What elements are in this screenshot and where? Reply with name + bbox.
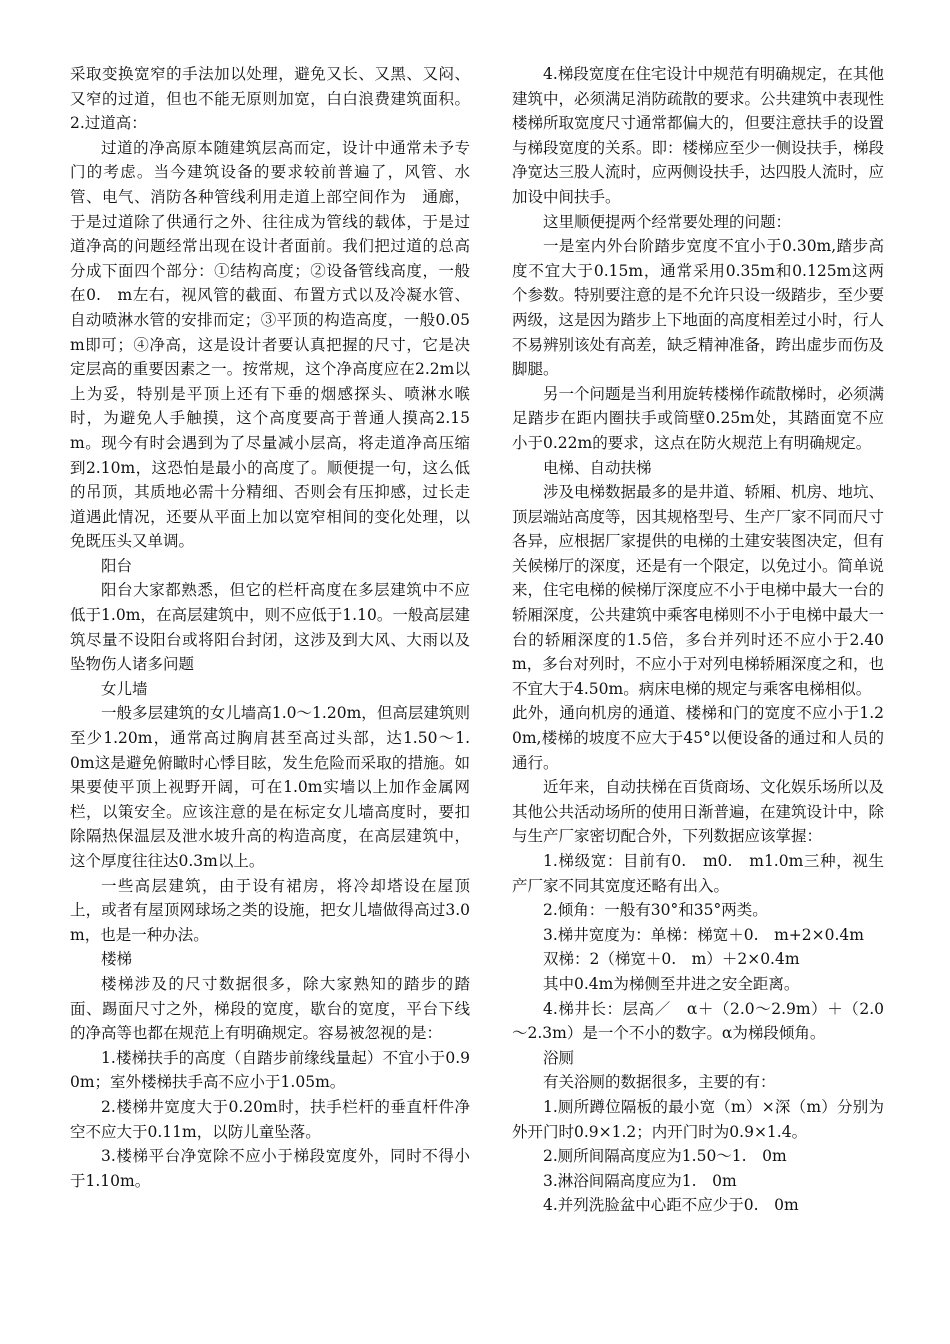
right-text-column — [512, 62, 884, 1218]
paragraph: 1.梯级宽：目前有0. m0. m1.0m三种，视生产厂家不同其宽度还略有出入。 — [512, 852, 884, 895]
paragraph: 这里顺便提两个经常要处理的问题： — [543, 212, 792, 231]
paragraph: 一般多层建筑的女儿墙高1.0～1.20m，但高层建筑则至少1.20m，通常高过胸肩甚至高过头部，达1.50～1. 0m这是避免俯瞰时心悸目眩，发生危险而采取的措施。如果要使平顶上视野开阔，可在1.0m实墙以上加作金属网栏，以策安全。应该注意的是在标定女儿墙高度时，要扣除隔热保温层及泄水坡升高的构造高度，在高层建筑中，这个厚度往往达0.3m以上。 — [70, 704, 486, 870]
section-heading: 电梯、自动扶梯 — [543, 458, 652, 477]
paragraph: 过道的净高原本随建筑层高而定，设计中通常未予专门的考虑。当今建筑设备的要求较前普遍了，风管、水管、电气、消防各种管线利用走道上部空间作为 通廊，于是过道除了供通行之外、往往成为管线的载体，于是过道净高的问题经常出现在设计者面前。我们把过道的总高分成下面四个部分：①结构高度；②设备管线高度，一般在0. m左右，视风管的截面、布置方式以及冷凝水管、自动喷淋水管的安排而定；③平顶的构造高度，一般0.05m即可；④净高，这是设计者要认真把握的尺寸，它是决定层高的重要因素之一。按常规，这个净高度应在2.2m以上为妥，特别是平顶上还有下垂的烟感探头、喷淋水喉时，为避免人手触摸，这个高度要高于普通人摸高2.15m。现今有时会遇到为了尽量减小层高，将走道净高压缩到2.10m，这恐怕是最小的高度了。顺便提一句，这么低的吊顶，其质地必需十分精细、否则会有压抑感，过长走道遇此情况，还要从平面上加以宽窄相间的变化处理，以免既压头又单调。 — [70, 138, 470, 551]
left-text-column — [70, 62, 486, 1193]
paragraph: 有关浴厕的数据很多，主要的有： — [543, 1073, 776, 1092]
section-heading: 楼梯 — [101, 950, 133, 969]
paragraph: 4.梯段宽度在住宅设计中规范有明确规定，在其他建筑中，必须满足消防疏散的要求。公共建筑中表现性楼梯所取宽度尺寸通常都偏大的，但要注意扶手的设置与梯段宽度的关系。即：楼梯应至少一侧设扶手，梯段净宽达三股人流时，应两侧设扶手，达四股人流时，应加设中间扶手。 — [512, 65, 885, 206]
paragraph: 双梯：2（梯宽＋0. m）＋2×0.4m — [543, 950, 800, 969]
section-heading: 女儿墙 — [101, 679, 148, 698]
paragraph: 1.楼梯扶手的高度（自踏步前缘线量起）不宜小于0.90m；室外楼梯扶手高不应小于1.05m。 — [70, 1048, 470, 1092]
paragraph: 采取变换宽窄的手法加以处理，避免又长、又黑、又闷、又窄的过道，但也不能无原则加宽，白白浪费建筑面积。2.过道高： — [70, 65, 470, 133]
paragraph: 一是室内外台阶踏步宽度不宜小于0.30m,踏步高度不宜大于0.15m，通常采用0.35m和0.125m这两个参数。特别要注意的是不允许只设一级踏步，至少要两级，这是因为踏步上下地面的高度相差过小时，行人不易辨别该处有高差，缺乏精神准备，跨出虚步而伤及脚腿。 — [512, 237, 885, 379]
paragraph: 2.倾角：一般有30°和35°两类。 — [543, 901, 768, 920]
paragraph: 一些高层建筑，由于设有裙房，将冷却塔设在屋顶上，或者有屋顶网球场之类的设施，把女儿墙做得高过3.0m，也是一种办法。 — [70, 876, 470, 944]
paragraph: 4.梯井长：层高／ α＋（2.0～2.9m）＋（2.0～2.3m）是一个不小的数字。α为梯段倾角。 — [512, 999, 884, 1043]
paragraph: 2.厕所间隔高度应为1.50～1. 0m — [543, 1147, 787, 1166]
paragraph: 阳台大家都熟悉，但它的栏杆高度在多层建筑中不应低于1.0m，在高层建筑中，则不应低于1.10。一般高层建筑尽量不设阳台或将阳台封闭，这涉及到大风、大雨以及坠物伤人诸多问题 — [70, 581, 470, 674]
paragraph: 3.楼梯平台净宽除不应小于梯段宽度外，同时不得小于1.10m。 — [70, 1147, 470, 1190]
paragraph: 1.厕所蹲位隔板的最小宽（m）×深（m）分别为外开门时0.9×1.2；内开门时为0.9×1.4。 — [512, 1097, 884, 1141]
paragraph: 2.楼梯井宽度大于0.20m时，扶手栏杆的垂直杆件净空不应大于0.11m，以防儿童坠落。 — [70, 1097, 470, 1141]
paragraph: 3.淋浴间隔高度应为1. 0m — [543, 1171, 737, 1190]
paragraph: 4.并列洗脸盆中心距不应少于0. 0m — [543, 1196, 799, 1215]
paragraph: 近年来，自动扶梯在百货商场、文化娱乐场所以及其他公共活动场所的使用日渐普遍，在建筑设计中，除与生产厂家密切配合外，下列数据应该掌握： — [512, 778, 885, 846]
paragraph: 涉及电梯数据最多的是井道、轿厢、机房、地坑、顶层端站高度等，因其规格型号、生产厂家不同而尺寸各异，应根据厂家提供的电梯的土建安装图决定，但有关候梯厅的深度，还是有一个限定，以免过小。简单说来，住宅电梯的候梯厅深度应不小于电梯中最大一台的轿厢深度，公共建筑中乘客电梯则不小于电梯中最大一台的轿厢深度的1.5倍，多台并列时还不应小于2.40m，多台对列时，不应小于对列电梯轿厢深度之和，也不宜大于4.50m。病床电梯的规定与乘客电梯相似。 — [512, 483, 885, 698]
paragraph: 楼梯涉及的尺寸数据很多，除大家熟知的踏步的踏面、踢面尺寸之外，梯段的宽度，歇台的宽度，平台下线的净高等也都在规范上有明确规定。容易被忽视的是： — [70, 974, 470, 1043]
section-heading: 阳台 — [101, 556, 133, 575]
paragraph: 此外，通向机房的通道、楼梯和门的宽度不应小于1.20m,楼梯的坡度不应大于45°以便设备的通过和人员的通行。 — [512, 704, 884, 772]
paragraph: 另一个问题是当利用旋转楼梯作疏散梯时，必须满足踏步在距内圈扶手或筒壁0.25m处，其踏面宽不应小于0.22m的要求，这点在防火规范上有明确规定。 — [512, 384, 885, 452]
paragraph: 3.梯井宽度为：单梯：梯宽＋0. m+2×0.4m — [543, 925, 864, 944]
paragraph: 其中0.4m为梯侧至井进之安全距离。 — [543, 974, 800, 993]
section-heading: 浴厕 — [543, 1048, 575, 1067]
